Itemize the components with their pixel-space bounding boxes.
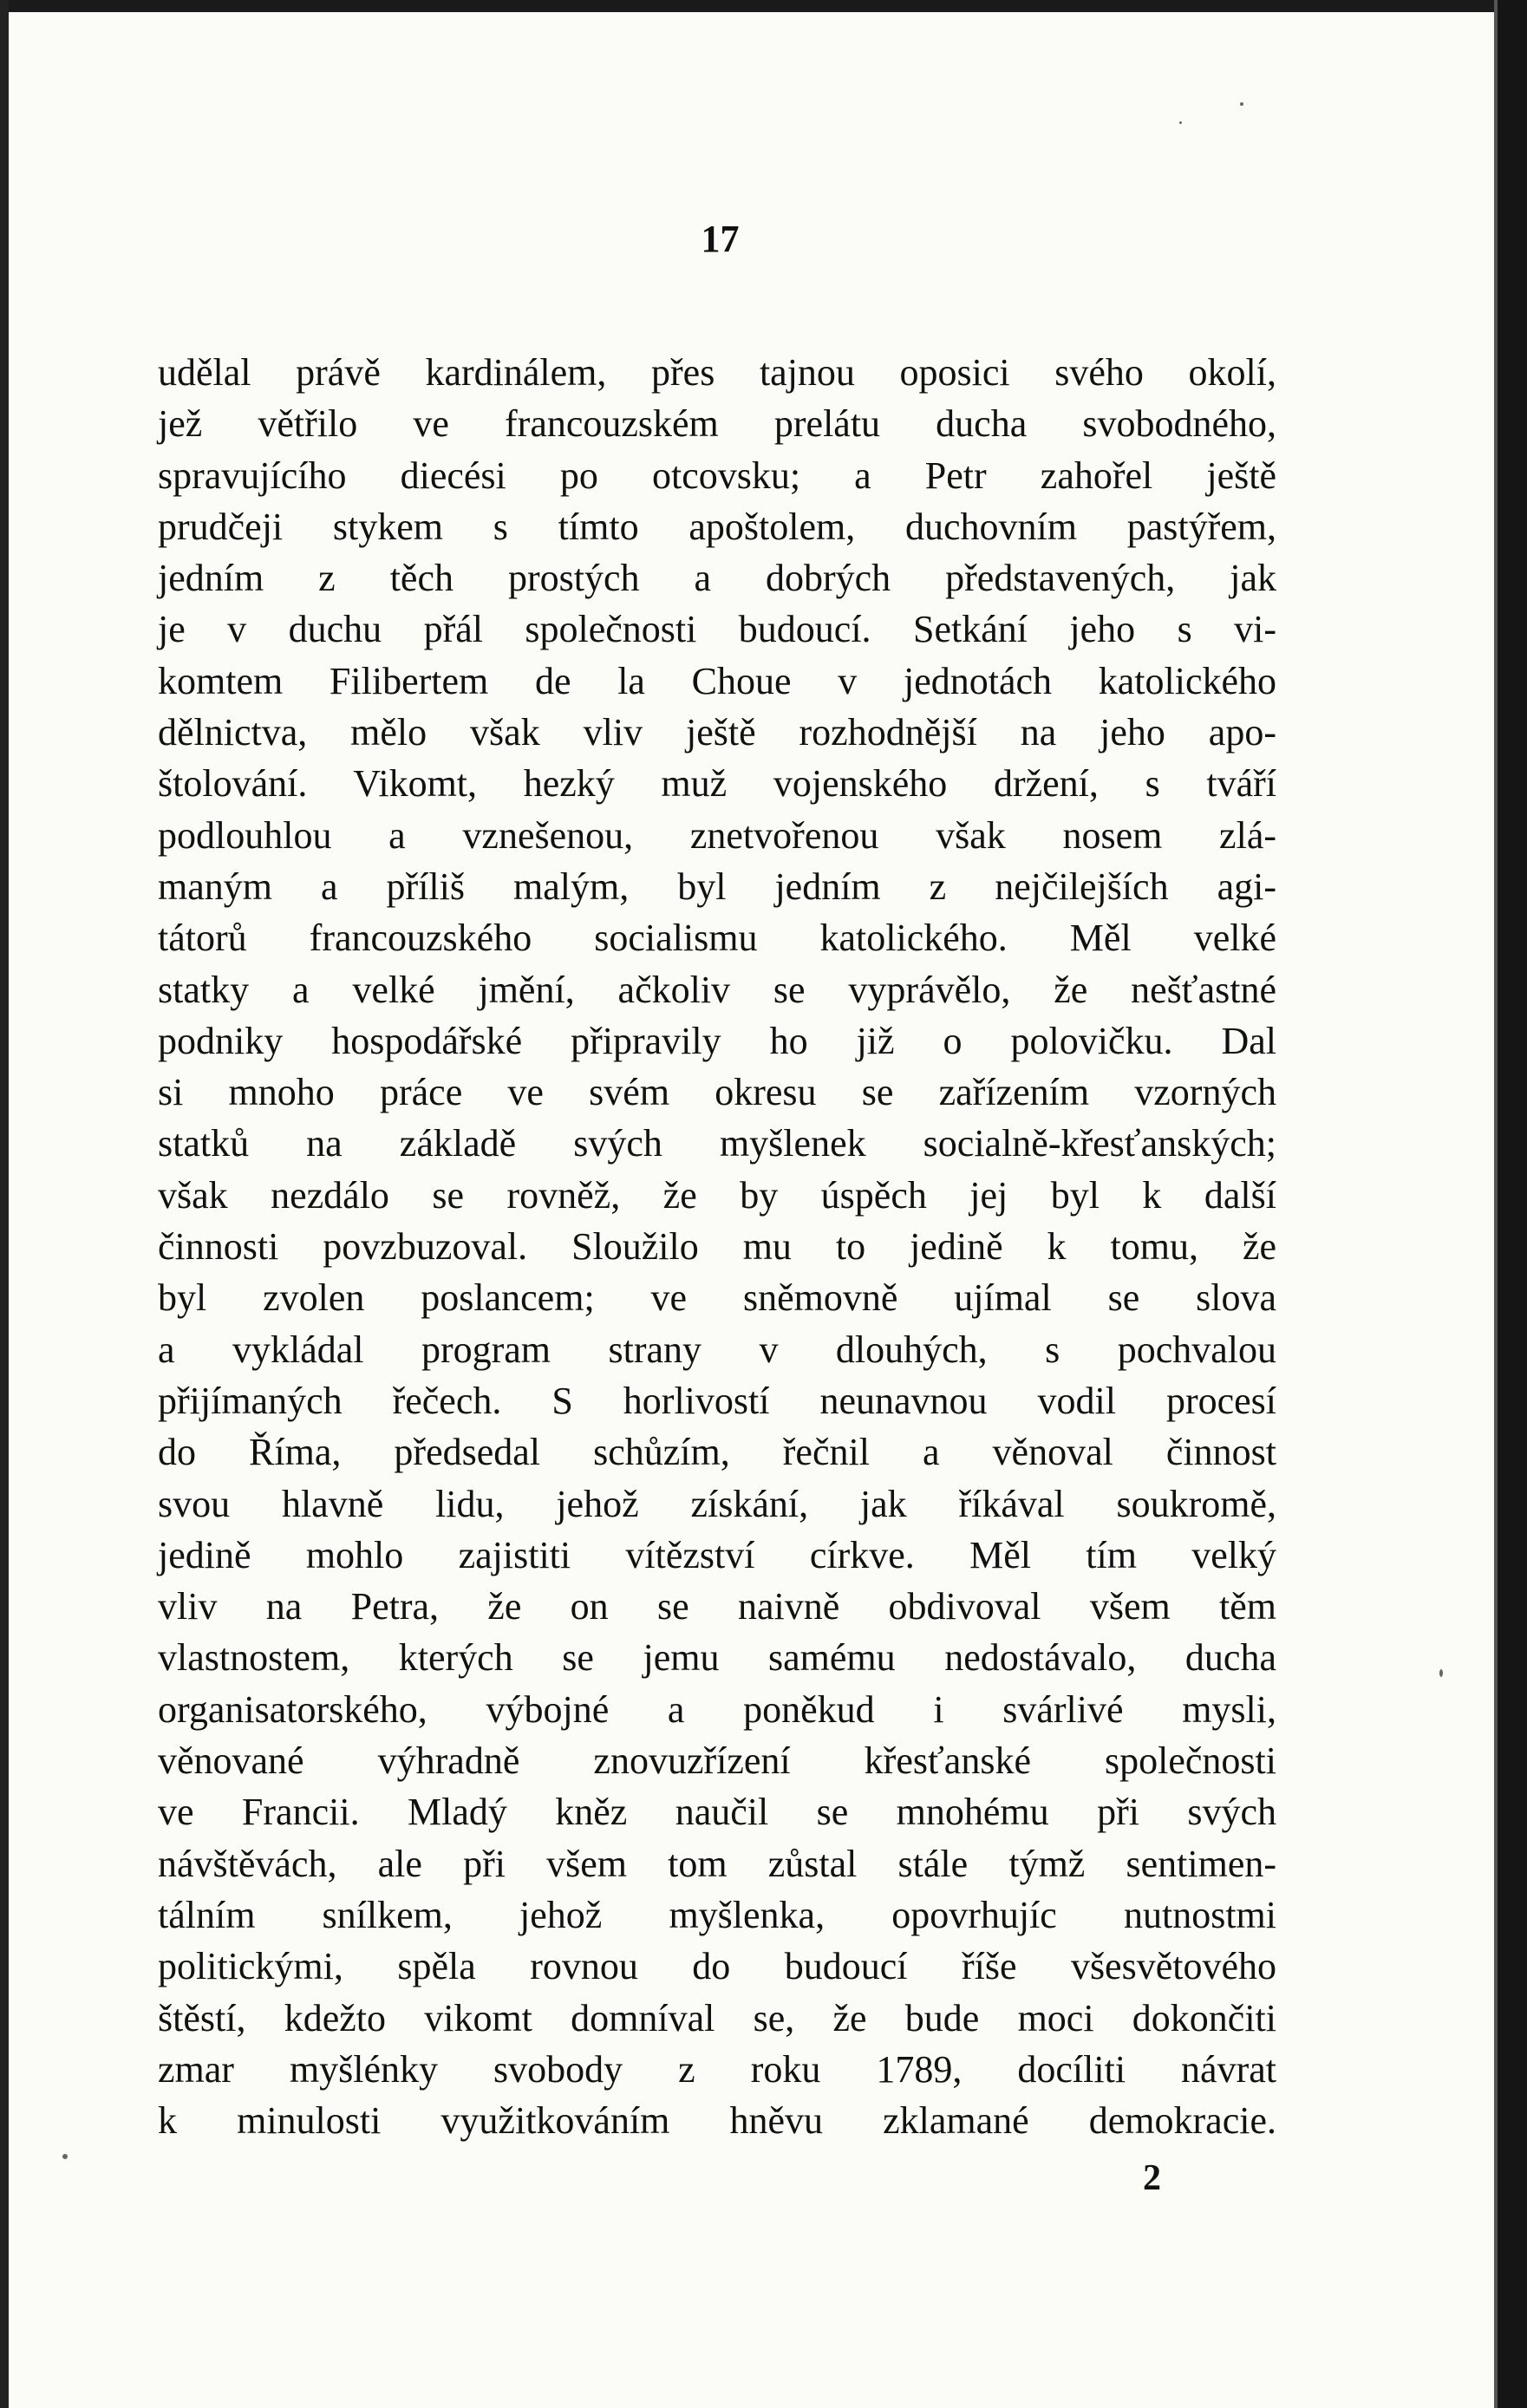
scan-edge-top [0, 0, 1527, 12]
text-line: jež větřilo ve francouzském prelátu ducha svobodného, [158, 402, 1276, 446]
scan-speck [1240, 102, 1243, 106]
text-line: statky a velké jmění, ačkoliv se vyprávělo, že nešťastné [158, 968, 1276, 1011]
text-line: dělnictva, mělo však vliv ještě rozhodnější na jeho apo- [158, 711, 1276, 754]
signature-mark: 2 [1143, 2158, 1161, 2198]
text-line: zmar myšlénky svobody z roku 1789, docíliti návrat [158, 2047, 1276, 2091]
text-line: činnosti povzbuzoval. Sloužilo mu to jedině k tomu, že [158, 1225, 1276, 1269]
text-line: do Říma, předsedal schůzím, řečnil a věnoval činnost [158, 1431, 1276, 1474]
text-line: podniky hospodářské připravily ho již o polovičku. Dal [158, 1019, 1276, 1062]
text-line: komtem Filibertem de la Choue v jednotách katolického [158, 659, 1276, 702]
text-line: však nezdálo se rovněž, že by úspěch jej byl k další [158, 1173, 1276, 1217]
text-line: svou hlavně lidu, jehož získání, jak říkával soukromě, [158, 1482, 1276, 1525]
text-line: tátorů francouzského socialismu katolického. Měl velké [158, 917, 1276, 960]
text-line: vliv na Petra, že on se naivně obdivoval všem těm [158, 1585, 1276, 1628]
scan-speck [1179, 121, 1182, 124]
text-line: spravujícího diecési po otcovsku; a Petr zahořel ještě [158, 454, 1276, 497]
scan-edge-right [1498, 0, 1527, 2408]
text-line: byl zvolen poslancem; ve sněmovně ujímal se slova [158, 1276, 1276, 1320]
scan-speck [1439, 1669, 1443, 1677]
text-line: štěstí, kdežto vikomt domníval se, že bude moci dokončiti [158, 1996, 1276, 2039]
scan-speck [62, 2154, 68, 2159]
text-line: ve Francii. Mladý kněz naučil se mnohému při svých [158, 1791, 1276, 1834]
text-line: statků na základě svých myšlenek socialně-křesťanských; [158, 1122, 1276, 1165]
body-text [158, 347, 1276, 2146]
text-line: věnované výhradně znovuzřízení křesťanské společnosti [158, 1739, 1276, 1783]
text-line: přijímaných řečech. S horlivostí neunavnou vodil procesí [158, 1379, 1276, 1422]
text-line: tálním snílkem, jehož myšlenka, opovrhujíc nutnostmi [158, 1893, 1276, 1936]
text-line: si mnoho práce ve svém okresu se zařízením vzorných [158, 1071, 1276, 1114]
text-line: návštěvách, ale při všem tom zůstal stále týmž sentimen- [158, 1842, 1276, 1885]
text-line: maným a příliš malým, byl jedním z nejčilejších agi- [158, 865, 1276, 908]
text-line: je v duchu přál společnosti budoucí. Setkání jeho s vi- [158, 608, 1276, 651]
text-line: jedním z těch prostých a dobrých představených, jak [158, 557, 1276, 600]
text-line: podlouhlou a vznešenou, znetvořenou však nosem zlá- [158, 813, 1276, 857]
text-line: prudčeji stykem s tímto apoštolem, duchovním pastýřem, [158, 505, 1276, 548]
text-line: jedině mohlo zajistiti vítězství církve. Měl tím velký [158, 1533, 1276, 1576]
text-line: organisatorského, výbojné a poněkud i svárlivé mysli, [158, 1687, 1276, 1731]
text-line: udělal právě kardinálem, přes tajnou oposici svého okolí, [158, 351, 1276, 394]
text-line: k minulosti využitkováním hněvu zklamané demokracie. [158, 2099, 1276, 2143]
scan-edge-left [0, 0, 9, 2408]
text-line: vlastnostem, kterých se jemu samému nedostávalo, ducha [158, 1636, 1276, 1680]
text-line: štolování. Vikomt, hezký muž vojenského držení, s tváří [158, 762, 1276, 806]
text-line: a vykládal program strany v dlouhých, s pochvalou [158, 1328, 1276, 1371]
page-number: 17 [701, 218, 740, 260]
text-line: politickými, spěla rovnou do budoucí říše všesvětového [158, 1945, 1276, 1988]
